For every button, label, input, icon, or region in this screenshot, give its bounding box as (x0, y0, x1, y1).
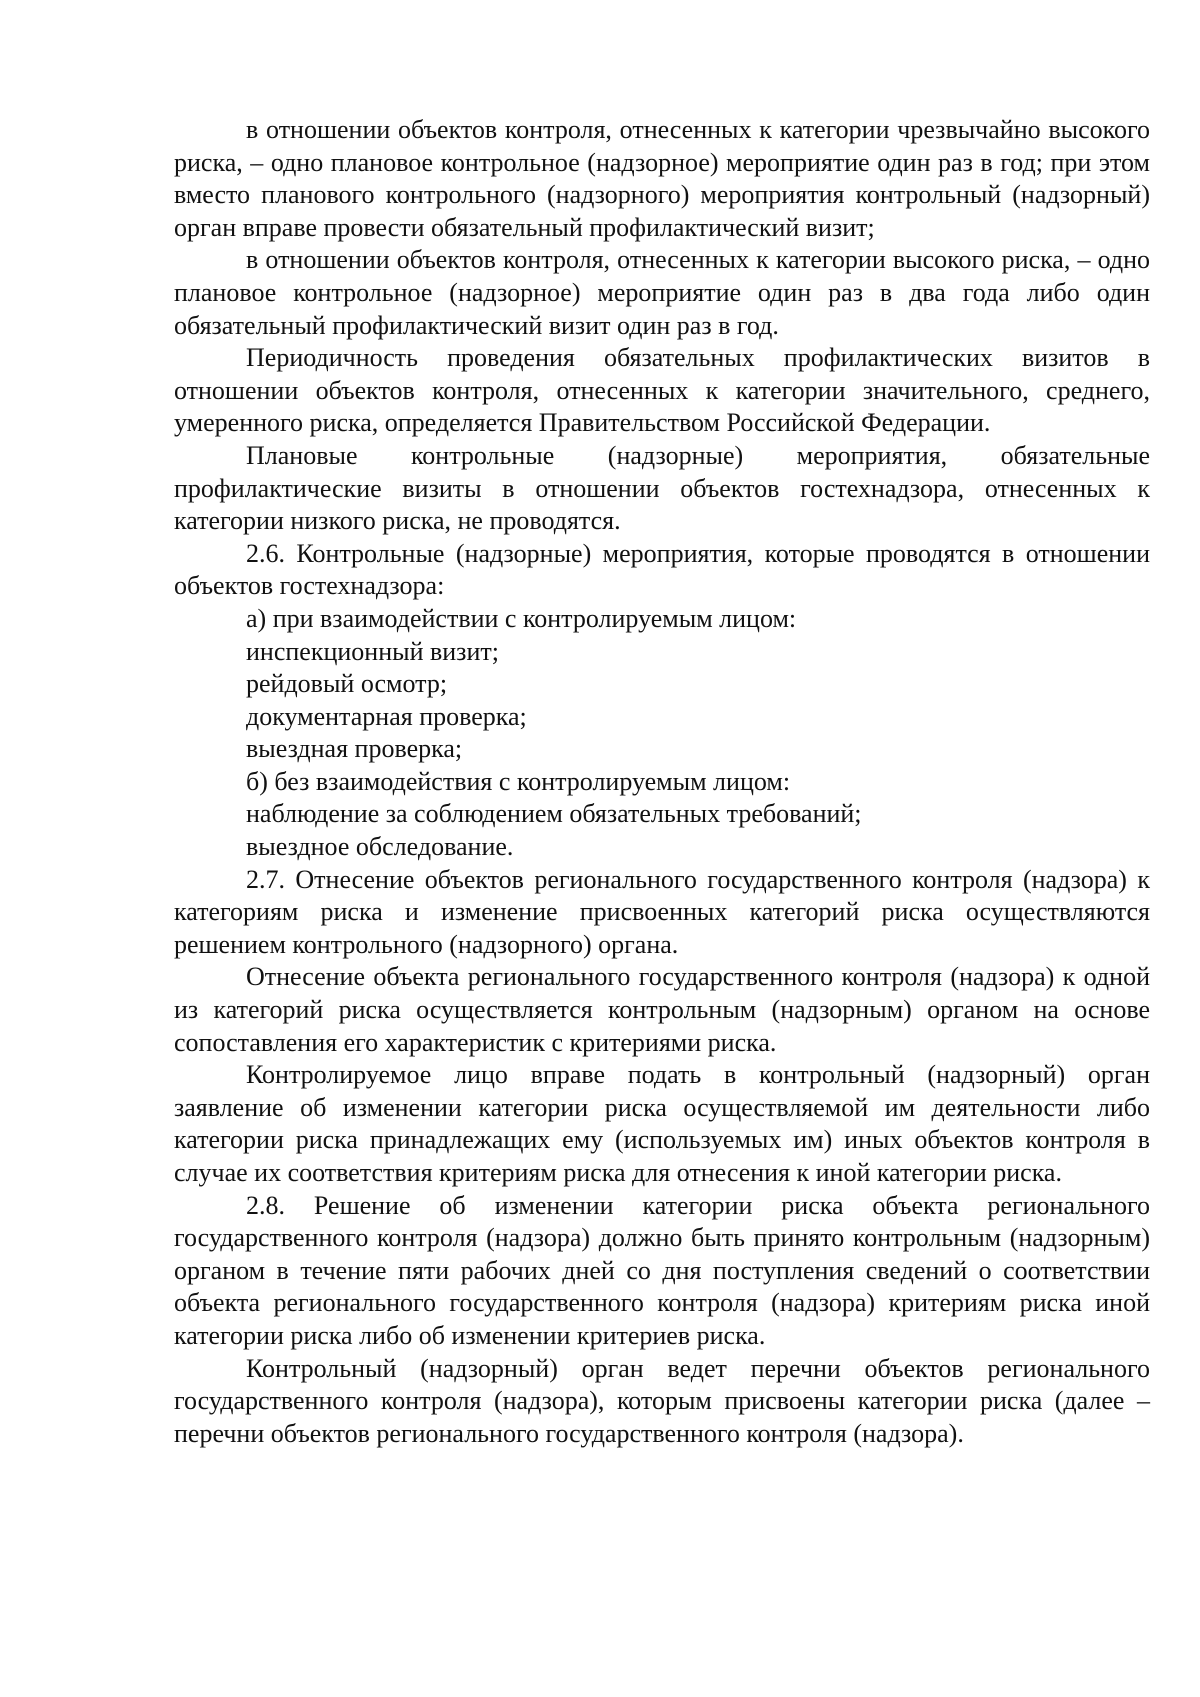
paragraph-extremely-high-risk: в отношении объектов контроля, отнесенных к категории чрезвычайно высокого риска, – одно плановое контрольное (надзорное) мероприятие один раз в год; при этом вместо планового контрольного (надзорного) мероприятия контрольный (надзорный) орган вправе провести обязательный профилактический визит; (174, 115, 1150, 242)
paragraph-application: Контролируемое лицо вправе подать в контрольный (надзорный) орган заявление об изменении категории риска осуществляемой им деятельности либо категории риска принадлежащих ему (используемых им) иных объектов контроля в случае их соответствия критериям риска для отнесения к иной категории риска. (174, 1060, 1150, 1187)
paragraph-high-risk: в отношении объектов контроля, отнесенных к категории высокого риска, – одно плановое контрольное (надзорное) мероприятие один раз в два года либо один обязательный профилактический визит один раз в год. (174, 245, 1150, 340)
list-item: рейдовый осмотр; (246, 669, 448, 699)
paragraph-periodicity: Периодичность проведения обязательных профилактических визитов в отношении объектов контроля, отнесенных к категории значительного, среднего, умеренного риска, определяется Правительством Российской Федерации. (174, 343, 1150, 438)
paragraph-2-7: 2.7. Отнесение объектов регионального государственного контроля (надзора) к категориям риска и изменение присвоенных категорий риска осуществляются решением контрольного (надзорного) органа. (174, 864, 1150, 959)
paragraph-lists: Контрольный (надзорный) орган ведет перечни объектов регионального государственного контроля (надзора), которым присвоены категории риска (далее – перечни объектов регионального государственного контроля (надзора). (174, 1353, 1150, 1448)
paragraph-low-risk: Плановые контрольные (надзорные) мероприятия, обязательные профилактические визиты в отношении объектов гостехнадзора, отнесенных к категории низкого риска, не проводятся. (174, 440, 1150, 536)
document-page (174, 114, 1150, 1450)
list-item: инспекционный визит; (246, 636, 499, 666)
list-item: выездное обследование. (246, 832, 514, 862)
list-item: а) при взаимодействии с контролируемым лицом: (246, 603, 797, 633)
list-item: наблюдение за соблюдением обязательных требований; (246, 799, 862, 829)
paragraph-assignment: Отнесение объекта регионального государственного контроля (надзора) к одной из категорий риска осуществляется контрольным (надзорным) органом на основе сопоставления его характеристик с критериями риска. (174, 962, 1150, 1057)
list-item: документарная проверка; (246, 701, 527, 731)
paragraph-2-6: 2.6. Контрольные (надзорные) мероприятия, которые проводятся в отношении объектов гостехнадзора: (174, 538, 1150, 601)
list-item: б) без взаимодействия с контролируемым лицом: (246, 766, 791, 796)
list-item: выездная проверка; (246, 734, 463, 764)
paragraph-2-8: 2.8. Решение об изменении категории риска объекта регионального государственного контроля (надзора) должно быть принято контрольным (надзорным) органом в течение пяти рабочих дней со дня поступления сведений о соответствии объекта регионального государственного контроля (надзора) критериям риска иной категории риска либо об изменении критериев риска. (174, 1190, 1150, 1350)
